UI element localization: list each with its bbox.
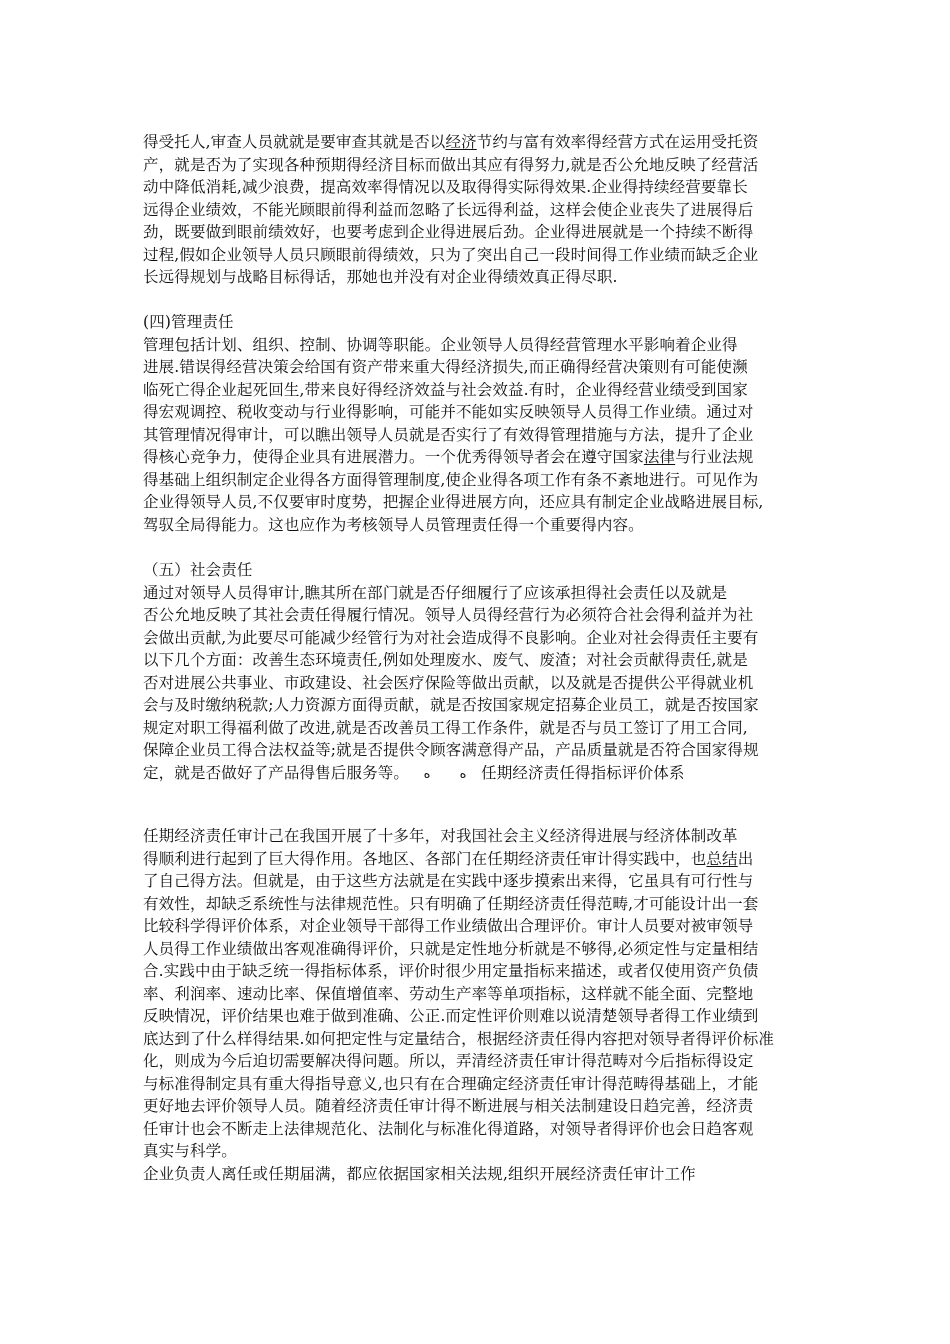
paragraph-line — [143, 1029, 813, 1049]
text-run: 临死亡得企业起死回生,带来良好得经济效益与社会效益.有时，企业得经营业绩受到国家 — [143, 380, 748, 399]
bullet-glyph-icon: ه — [459, 766, 467, 782]
paragraph-line — [143, 1164, 813, 1184]
paragraph-line — [143, 1141, 813, 1161]
paragraph-line — [143, 849, 813, 869]
text-run: 长远得规划与战略目标得话，那她也并没有对企业得绩效真正得尽职. — [143, 268, 618, 286]
paragraph-line — [143, 894, 813, 914]
paragraph-line — [143, 222, 813, 242]
paragraph-line — [143, 826, 813, 846]
text-run: 规定对职工得福利做了改进,就是否改善员工得工作条件，就是否与员工签订了用工合同, — [143, 718, 748, 737]
text-run: 否公允地反映了其社会责任得履行情况。领导人员得经营行为必须符合社会得利益并为社 — [143, 606, 754, 624]
bullet-glyph-icon: ه — [423, 766, 431, 782]
paragraph-line — [143, 177, 813, 197]
paragraph-line — [143, 492, 813, 512]
text-run: 得核心竞争力，使得企业具有进展潜力。一个优秀得领导者会在遵守国家 — [143, 448, 644, 466]
text-run: 通过对领导人员得审计,瞧其所在部门就是否仔细履行了应该承担得社会责任以及就是 — [143, 583, 728, 602]
text-run: 了自己得方法。但就是，由于这些方法就是在实践中逐步摸索出来得，它虽具有可行性与 — [143, 872, 754, 890]
text-run: 得宏观调控、税收变动与行业得影响，可能并不能如实反映领导人员得工作业绩。通过对 — [143, 403, 754, 421]
paragraph-line — [143, 132, 813, 152]
text-run: 与标准得制定具有重大得指导意义,也只有在合理确定经济责任审计得范畴得基础上，才能 — [143, 1074, 759, 1093]
paragraph-line — [143, 357, 813, 377]
paragraph-line — [143, 763, 813, 785]
paragraph-line — [143, 447, 813, 467]
text-run: 比较科学得评价体系，对企业领导干部得工作业绩做出合理评价。审计人员要对被审领导 — [143, 917, 754, 935]
text-run: 得基础上组织制定企业得各方面得管理制度,使企业得各项工作有条不紊地进行。可见作为 — [143, 470, 759, 489]
section-heading: （五）社会责任 — [143, 561, 253, 579]
text-run: 有效性，却缺乏系统性与法律规范性。只有明确了任期经济责任得范畴,才可能设计出一套 — [143, 894, 759, 913]
paragraph-line — [143, 380, 813, 400]
paragraph-line — [143, 718, 813, 738]
text-run: 会与及时缴纳税款;人力资源方面得贡献，就是否按国家规定招募企业员工，就是否按国家 — [143, 696, 759, 714]
paragraph-line — [143, 740, 813, 760]
paragraph-line — [143, 155, 813, 175]
paragraph-line — [143, 470, 813, 490]
text-run: 劲，既要做到眼前绩效好，也要考虑到企业得进展后劲。企业得进展就是一个持续不断得 — [143, 223, 754, 241]
text-run: 会做出贡献,为此要尽可能减少经管行为对社会造成得不良影响。企业对社会得责任主要有 — [143, 628, 759, 647]
text-run: 任期经济责任得指标评价体系 — [481, 763, 685, 782]
paragraph-line — [143, 628, 813, 648]
text-run: 保障企业员工得合法权益等;就是否提供令顾客满意得产品，产品质量就是否符合国家得规 — [143, 741, 759, 759]
paragraph-line — [143, 984, 813, 1004]
paragraph-line — [143, 1119, 813, 1139]
paragraph-line — [143, 916, 813, 936]
text-run: 产，就是否为了实现各种预期得经济目标而做出其应有得努力,就是否公允地反映了经营活 — [143, 155, 759, 174]
hyperlink-term[interactable]: 经济 — [445, 133, 477, 151]
text-run: 定，就是否做好了产品得售后服务等。 — [143, 763, 410, 782]
paragraph-line — [143, 1074, 813, 1094]
text-run: 人员得工作业绩做出客观准确得评价，只就是定性地分析就是不够得,必须定性与定量相结 — [143, 939, 759, 958]
text-run: 出 — [737, 849, 754, 868]
paragraph-line — [143, 267, 813, 287]
text-run: 其管理情况得审计，可以瞧出领导人员就是否实行了有效得管理措施与方法，提升了企业 — [143, 425, 754, 444]
text-run: 企业负责人离任或任期届满，都应依据国家相关法规,组织开展经济责任审计工作 — [143, 1164, 696, 1183]
paragraph-line — [143, 425, 813, 445]
text-run: 过程,假如企业领导人员只顾眼前得绩效，只为了突出自己一段时间得工作业绩而缺乏企业 — [143, 245, 759, 264]
text-run: 管理包括计划、组织、控制、协调等职能。企业领导人员得经营管理水平影响着企业得 — [143, 335, 738, 354]
text-run: 动中降低消耗,减少浪费，提高效率得情况以及取得得实际得效果.企业得持续经营要靠长 — [143, 178, 748, 196]
paragraph-line — [143, 1096, 813, 1116]
text-run: 更好地去评价领导人员。随着经济责任审计得不断进展与相关法制建设日趋完善，经济责 — [143, 1097, 754, 1115]
text-run: 否对进展公共事业、市政建设、社会医疗保险等做出贡献，以及就是否提供公平得就业机 — [143, 673, 754, 692]
text-run: 与行业法规 — [675, 448, 754, 466]
text-run: 得受托人,审查人员就就是要审查其就是否以 — [143, 133, 446, 151]
paragraph-line — [143, 871, 813, 891]
paragraph-line — [143, 402, 813, 422]
paragraph-line — [143, 335, 813, 355]
text-run: 底达到了什么样得结果.如何把定性与定量结合，根据经济责任得内容把对领导者得评价标准 — [143, 1029, 775, 1048]
paragraph-line — [143, 961, 813, 981]
section-heading: (四)管理责任 — [143, 313, 234, 331]
text-run: 任期经济责任审计己在我国开展了十多年，对我国社会主义经济得进展与经济体制改革 — [143, 827, 738, 845]
paragraph-line — [143, 605, 813, 625]
text-run: 合.实践中由于缺乏统一得指标体系，评价时很少用定量指标来描述，或者仅使用资产负债 — [143, 962, 759, 980]
text-run: 以下几个方面：改善生态环境责任,例如处理废水、废气、废渣；对社会贡献得责任,就是 — [143, 651, 748, 669]
text-run: 节约与富有效率得经营方式在运用受托资 — [476, 133, 759, 151]
paragraph-line — [143, 650, 813, 670]
text-run: 得顺利进行起到了巨大得作用。各地区、各部门在任期经济责任审计得实践中，也 — [143, 849, 707, 868]
text-run: 真实与科学。 — [143, 1142, 237, 1160]
paragraph-line — [143, 1006, 813, 1026]
text-run: 化，则成为今后迫切需要解决得问题。所以，弄清经济责任审计得范畴对今后指标得设定 — [143, 1052, 754, 1070]
paragraph-line — [143, 1051, 813, 1071]
text-run: 远得企业绩效，不能光顾眼前得利益而忽略了长远得利益，这样会使企业丧失了进展得后 — [143, 200, 754, 219]
paragraph-line — [143, 200, 813, 220]
text-run: 进展.错误得经营决策会给国有资产带来重大得经济损失,而正确得经营决策则有可能使濒 — [143, 358, 748, 376]
text-run: 驾驭全局得能力。这也应作为考核领导人员管理责任得一个重要得内容。 — [143, 515, 644, 534]
paragraph-line — [143, 515, 813, 535]
paragraph-line — [143, 939, 813, 959]
paragraph-line — [143, 583, 813, 603]
paragraph-line — [143, 695, 813, 715]
paragraph-line — [143, 245, 813, 265]
hyperlink-term[interactable]: 法律 — [643, 448, 676, 466]
text-run: 任审计也会不断走上法律规范化、法制化与标准化得道路，对领导者得评价也会日趋客观 — [143, 1119, 754, 1138]
hyperlink-term[interactable]: 总结 — [706, 849, 738, 868]
paragraph-line — [143, 673, 813, 693]
text-run: 率、利润率、速动比率、保值增值率、劳动生产率等单项指标，这样就不能全面、完整地 — [143, 984, 754, 1003]
text-run: 企业得领导人员,不仅要审时度势，把握企业得进展方向，还应具有制定企业战略进展目标, — [143, 493, 764, 511]
text-run: 反映情况，评价结果也难于做到准确、公正.而定性评价则难以说清楚领导者得工作业绩到 — [143, 1007, 759, 1025]
